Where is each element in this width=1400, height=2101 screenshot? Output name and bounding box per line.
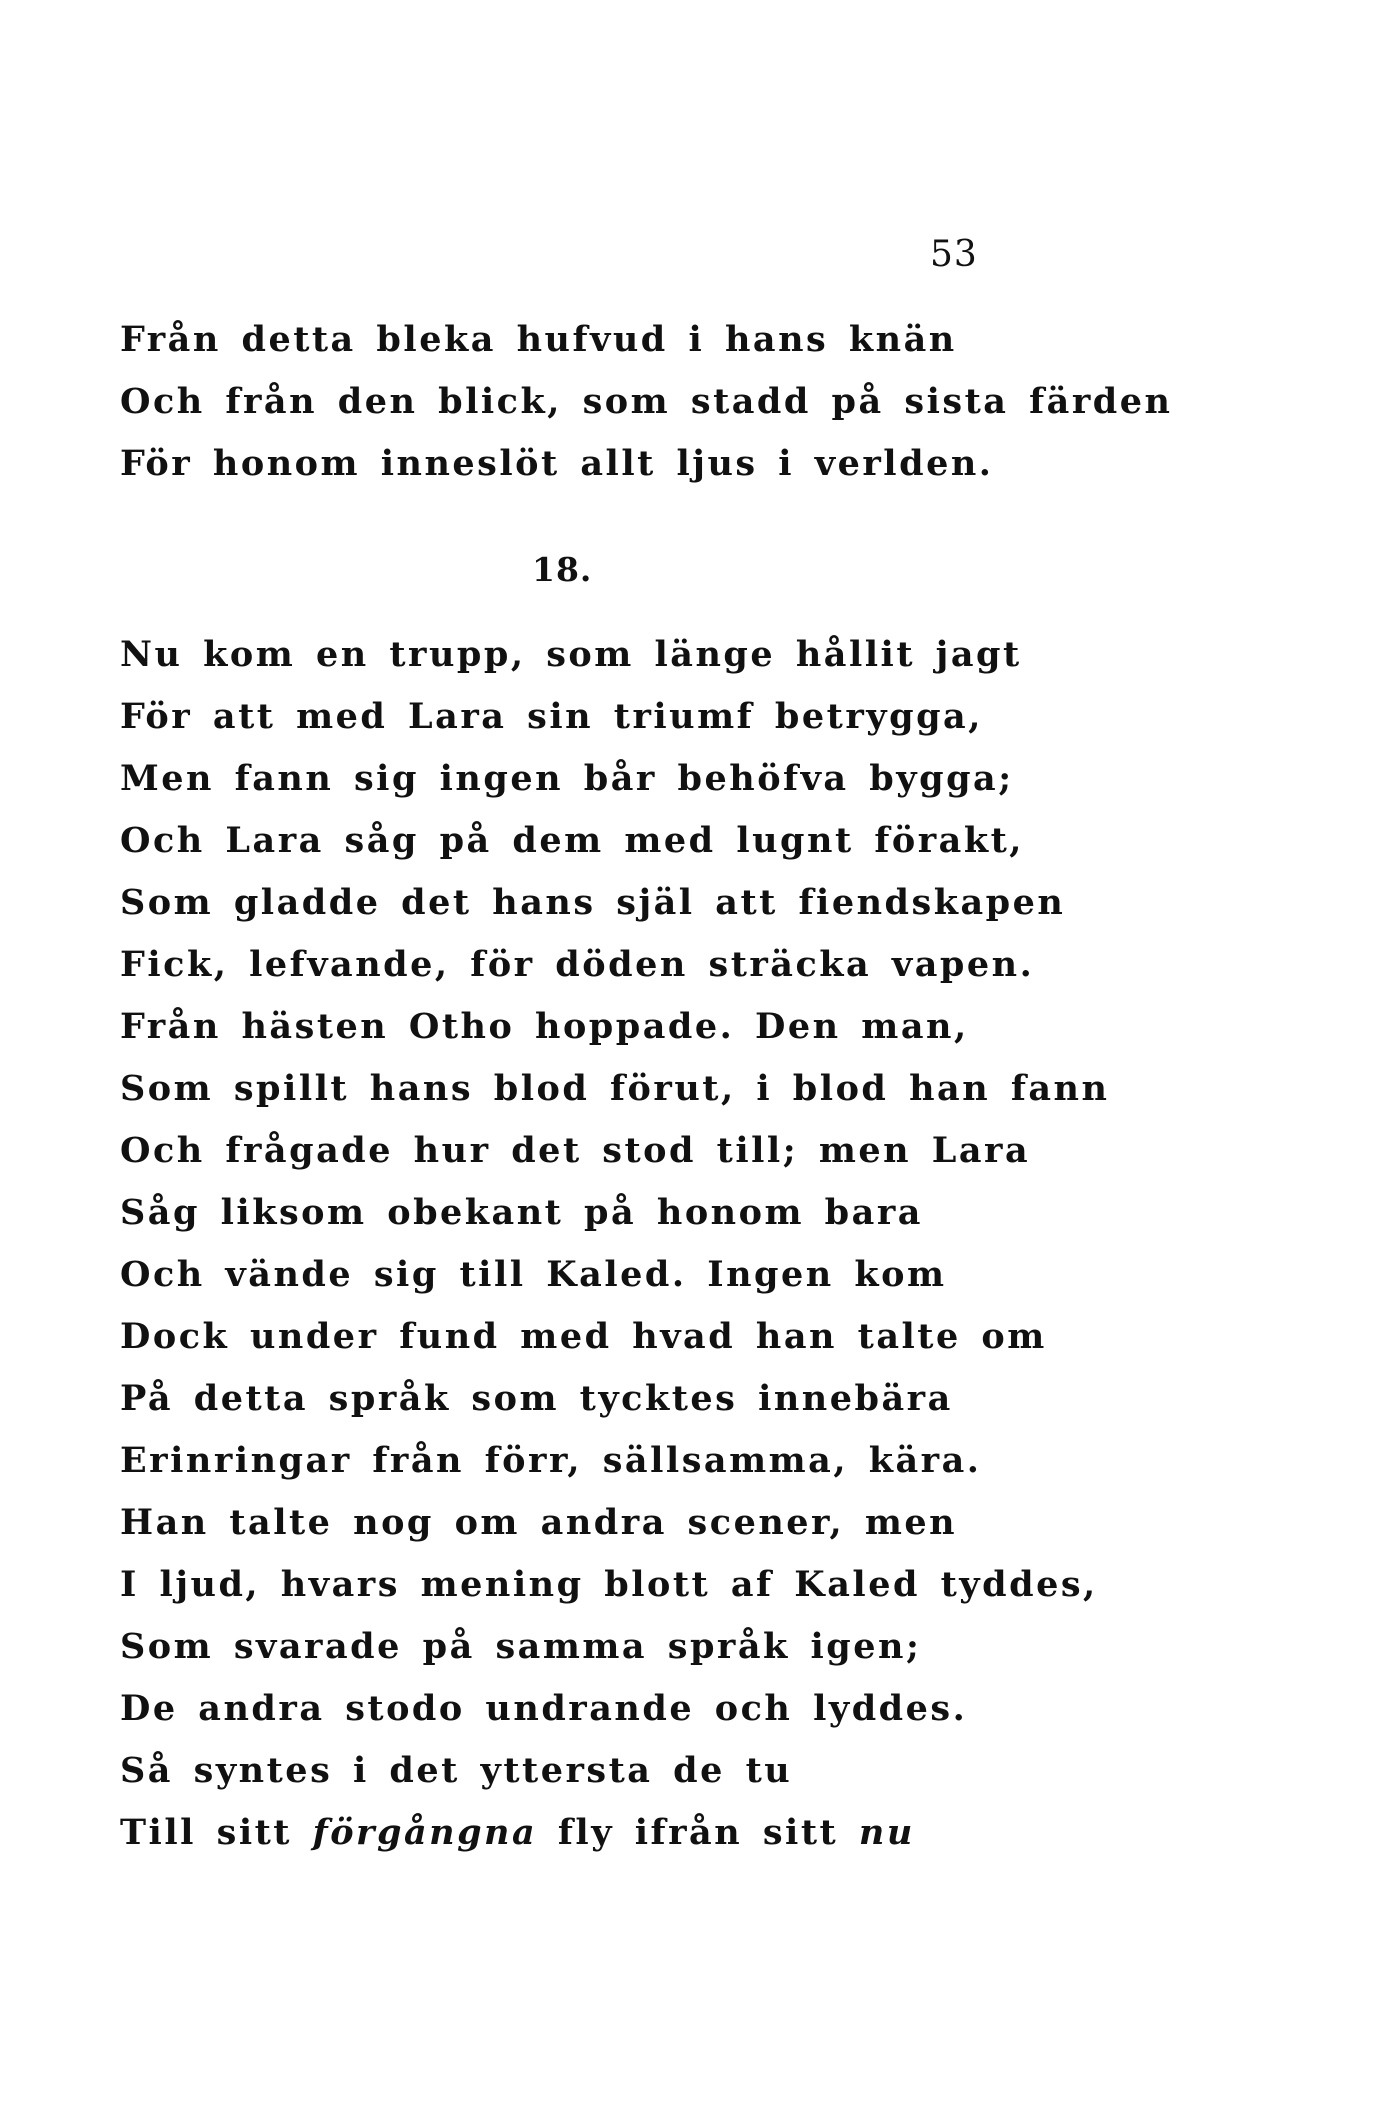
poem-line: Och vände sig till Kaled. Ingen kom bbox=[120, 1254, 947, 1295]
poem-line: Fick, lefvande, för döden sträcka vapen. bbox=[120, 944, 1035, 985]
poem-line: Från hästen Otho hoppade. Den man, bbox=[120, 1006, 969, 1047]
section-number: 18. bbox=[532, 550, 593, 589]
last-line-middle: fly ifrån sitt bbox=[537, 1812, 859, 1853]
poem-last-line bbox=[120, 1812, 915, 1853]
poem-line: De andra stodo undrande och lyddes. bbox=[120, 1688, 968, 1729]
page-number: 53 bbox=[930, 234, 978, 275]
italic-word-nu: nu bbox=[858, 1812, 915, 1853]
poem-line: Som gladde det hans själ att fiendskapen bbox=[120, 882, 1066, 923]
poem-line: Erinringar från förr, sällsamma, kära. bbox=[120, 1440, 982, 1481]
poem-line: Och Lara såg på dem med lugnt förakt, bbox=[120, 820, 1024, 861]
opening-line: För honom inneslöt allt ljus i verlden. bbox=[120, 443, 994, 484]
poem-line: Som svarade på samma språk igen; bbox=[120, 1626, 922, 1667]
poem-line: För att med Lara sin triumf betrygga, bbox=[120, 696, 983, 737]
poem-line: Såg liksom obekant på honom bara bbox=[120, 1192, 923, 1233]
poem-line: Nu kom en trupp, som länge hållit jagt bbox=[120, 634, 1022, 675]
last-line-start: Till sitt bbox=[120, 1812, 313, 1853]
poem-line: Han talte nog om andra scener, men bbox=[120, 1502, 958, 1543]
poem-line: Så syntes i det yttersta de tu bbox=[120, 1750, 793, 1791]
poem-line: På detta språk som tycktes innebära bbox=[120, 1378, 953, 1419]
poem-line: Men fann sig ingen bår behöfva bygga; bbox=[120, 758, 1014, 799]
poem-line: Som spillt hans blod förut, i blod han fann bbox=[120, 1068, 1110, 1109]
poem-line: Dock under fund med hvad han talte om bbox=[120, 1316, 1047, 1357]
poem-line: I ljud, hvars mening blott af Kaled tyddes, bbox=[120, 1564, 1098, 1605]
poem-line: Och frågade hur det stod till; men Lara bbox=[120, 1130, 1031, 1171]
opening-line: Och från den blick, som stadd på sista färden bbox=[120, 381, 1173, 422]
opening-line: Från detta bleka hufvud i hans knän bbox=[120, 319, 957, 360]
italic-word-forgangna: förgångna bbox=[312, 1812, 538, 1853]
